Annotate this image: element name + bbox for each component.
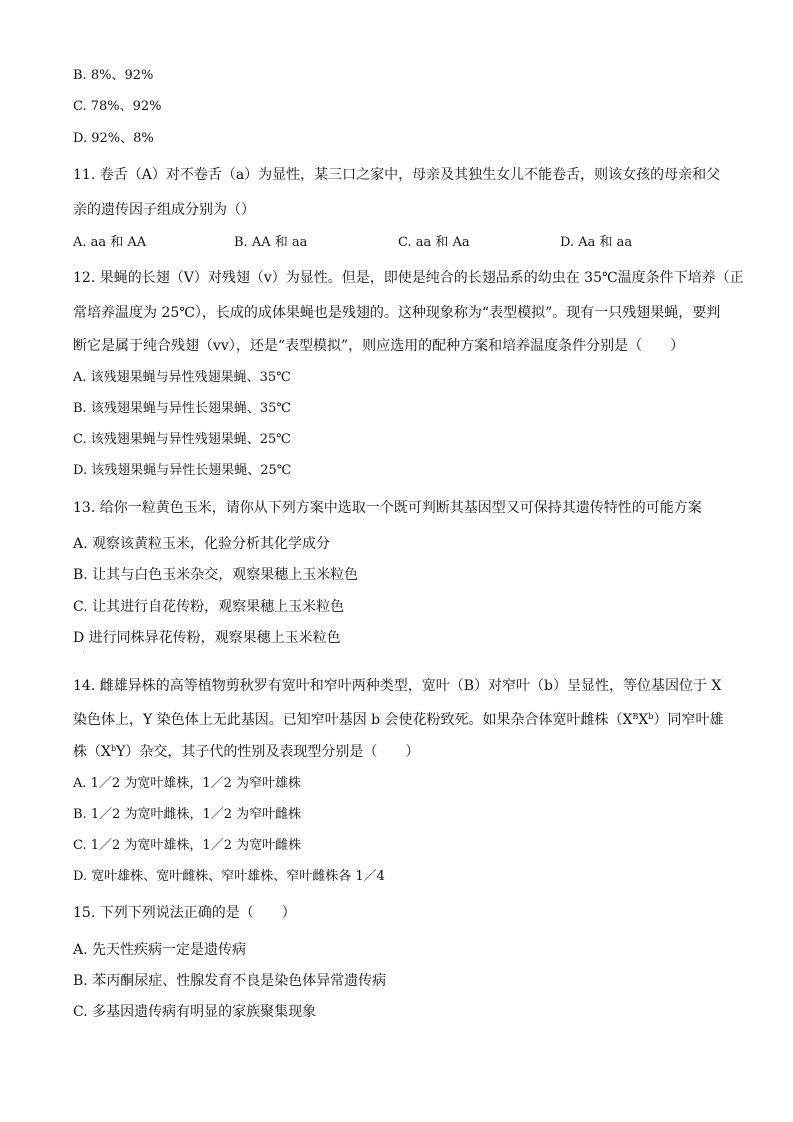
q12-stem-line2: 常培养温度为 25℃），长成的成体果蝇也是残翅的。这种现象称为“表型模拟”。现有一只残翅果蝇，要判	[73, 305, 721, 321]
q13-option-c: C. 让其进行自花传粉，观察果穗上玉米粒色	[73, 599, 345, 615]
q12-option-a: A. 该残翅果蝇与异性残翅果蝇、35℃	[73, 370, 291, 385]
q10-option-c: C. 78%、92%	[73, 99, 162, 114]
q12-option-b: B. 该残翅果蝇与异性长翅果蝇、35℃	[73, 401, 291, 416]
q13-stem-line1: 13. 给你一粒黄色玉米，请你从下列方案中选取一个既可判断其基因型又可保持其遗传特性的可能方案	[73, 500, 702, 516]
q14-option-c: C. 1／2 为宽叶雄株，1／2 为宽叶雌株	[73, 838, 302, 853]
q14-stem-line3: 株$(X^bY)$杂交，其子代的性别及表现型分别是（ ）	[73, 744, 420, 760]
q13-option-d: D 进行同株异花传粉，观察果穗上玉米粒色	[73, 630, 341, 646]
q12-option-c: C. 该残翅果蝇与异性残翅果蝇、25℃	[73, 432, 291, 447]
q10-option-b: B. 8%、92%	[73, 68, 154, 83]
q14-option-b: B. 1／2 为宽叶雌株，1／2 为窄叶雌株	[73, 807, 302, 822]
stray-mark: '	[83, 651, 85, 658]
q13-option-b: B. 让其与白色玉米杂交，观察果穗上玉米粒色	[73, 567, 359, 583]
q14-option-d: D. 宽叶雄株、宽叶雌株、窄叶雄株、窄叶雌株各 1／4	[73, 869, 385, 884]
q11-option-a: A. aa 和 AA	[73, 235, 147, 250]
q11-option-b: B. AA 和 aa	[234, 235, 308, 250]
q15-option-c: C. 多基因遗传病有明显的家族聚集现象	[73, 1004, 317, 1020]
q11-stem-line2: 亲的遗传因子组成分别为（）	[73, 202, 255, 218]
q11-stem-line1: 11. 卷舌（A）对不卷舌（a）为显性，某三口之家中，母亲及其独生女儿不能卷舌，则该女孩的母亲和父	[73, 167, 721, 183]
q14-option-a: A. 1／2 为宽叶雄株，1／2 为窄叶雄株	[73, 776, 302, 791]
q12-option-d: D. 该残翅果蝇与异性长翅果蝇、25℃	[73, 463, 292, 478]
q11-option-c: C. aa 和 Aa	[398, 235, 470, 250]
q14-stem-line2: 染色体上，Y 染色体上无此基因。已知窄叶基因 b 会使花粉致死。如果杂合体宽叶雌株$(X^BX^b)$同窄叶雄	[73, 712, 724, 728]
q10-option-d: D. 92%、8%	[73, 131, 154, 146]
q15-option-a: A. 先天性疾病一定是遗传病	[73, 942, 247, 958]
q15-option-b: B. 苯丙酮尿症、性腺发育不良是染色体异常遗传病	[73, 973, 387, 989]
q11-option-d: D. Aa 和 aa	[560, 235, 633, 250]
q14-stem-line1: 14. 雌雄异株的高等植物剪秋罗有宽叶和窄叶两种类型，宽叶（B）对窄叶（b）呈显性，等位基因位于 X	[73, 678, 722, 694]
q12-stem-line1: 12. 果蝇的长翅（V）对残翅（v）为显性。但是，即使是纯合的长翅品系的幼虫在 35℃温度条件下培养（正	[73, 270, 744, 286]
q13-option-a: A. 观察该黄粒玉米，化验分析其化学成分	[73, 536, 331, 552]
q15-stem-line1: 15. 下列下列说法正确的是（ ）	[73, 905, 296, 921]
q12-stem-line3: 断它是属于纯合残翅（vv），还是“表型模拟”，则应选用的配种方案和培养温度条件分别是（ ）	[73, 338, 685, 354]
